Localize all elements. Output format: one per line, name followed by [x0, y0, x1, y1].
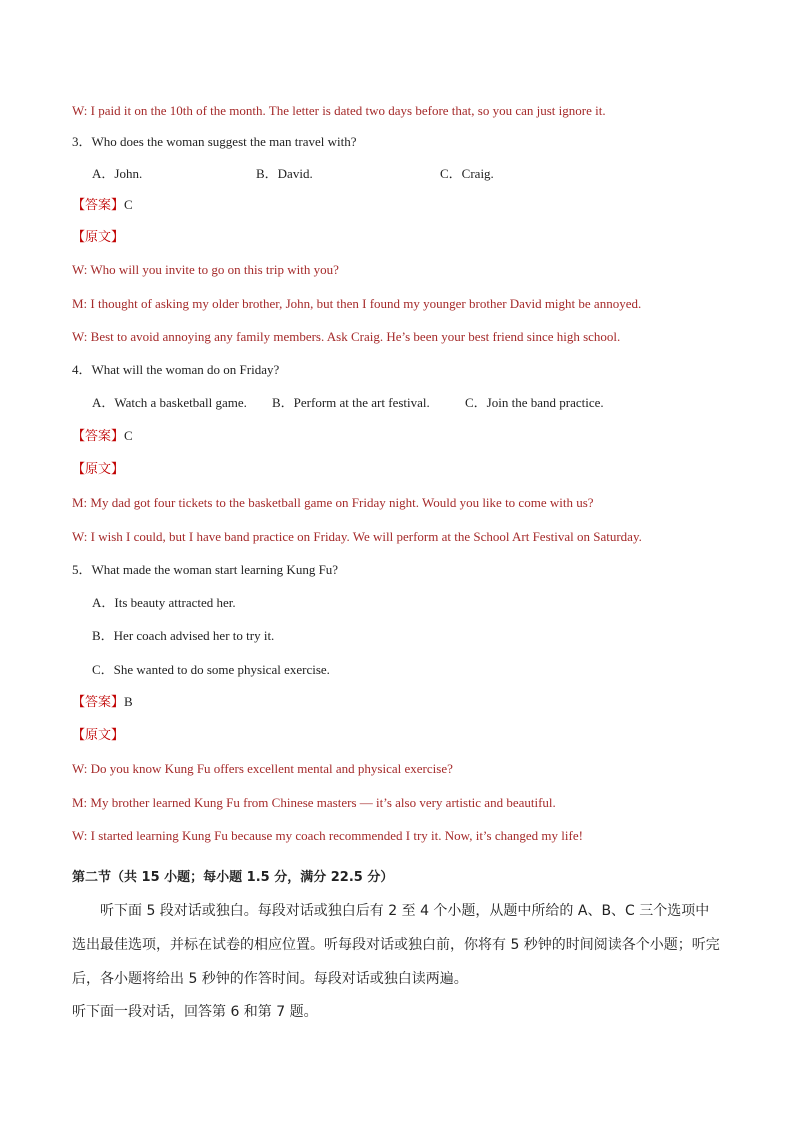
transcript-line: M: My dad got four tickets to the basketball game on Friday night. Would you like to come with us? [72, 495, 594, 510]
transcript-line: W: I paid it on the 10th of the month. The letter is dated two days before that, so you can just ignore it. [72, 103, 606, 118]
q5-option-a: A．Its beauty attracted her. [92, 595, 236, 610]
q4-option-b: B．Perform at the art festival. [272, 395, 430, 410]
transcript-line: W: I started learning Kung Fu because my coach recommended I try it. Now, it’s changed my life! [72, 828, 583, 843]
q5-answer: 【答案】B [72, 694, 133, 709]
transcript-line: W: Do you know Kung Fu offers excellent mental and physical exercise? [72, 761, 453, 776]
q3-answer: 【答案】C [72, 197, 133, 212]
q4-transcript-tag: 【原文】 [72, 461, 125, 476]
q3-option-a: A．John. [92, 166, 143, 181]
section-heading: 第二节（共 15 小题；每小题 1.5 分，满分 22.5 分） [72, 870, 394, 885]
section-instructions: 听下面 5 段对话或独白。每段对话或独白后有 2 至 4 个小题，从题中所给的 A、B、C 三个选项中选出最佳选项，并标在试卷的相应位置。听每段对话或独白前，你将有 5 秒钟的时间阅读各个小题；听完后，各小题将给出 5 秒钟的作答时间。每段对话或独白读两遍。 [72, 903, 720, 987]
question-3: 3．Who does the woman suggest the man travel with? [72, 134, 357, 149]
question-4: 4．What will the woman do on Friday? [72, 362, 280, 377]
q4-option-c: C．Join the band practice. [465, 395, 604, 410]
q4-answer: 【答案】C [72, 428, 133, 443]
q3-option-b: B．David. [256, 166, 313, 181]
q4-option-a: A．Watch a basketball game. [92, 395, 247, 410]
transcript-line: M: My brother learned Kung Fu from Chinese masters — it’s also very artistic and beautiful. [72, 795, 556, 810]
q5-option-c: C．She wanted to do some physical exercise. [92, 662, 330, 677]
transcript-line: W: I wish I could, but I have band practice on Friday. We will perform at the School Art Festival on Saturday. [72, 529, 642, 544]
question-5: 5．What made the woman start learning Kung Fu? [72, 562, 339, 577]
next-dialogue-prompt: 听下面一段对话，回答第 6 和第 7 题。 [72, 1004, 318, 1020]
q3-option-c: C．Craig. [440, 166, 494, 181]
transcript-line: M: I thought of asking my older brother, John, but then I found my younger brother David might be annoyed. [72, 296, 642, 311]
transcript-line: W: Best to avoid annoying any family members. Ask Craig. He’s been your best friend since high school. [72, 329, 621, 344]
transcript-line: W: Who will you invite to go on this trip with you? [72, 262, 339, 277]
q5-transcript-tag: 【原文】 [72, 727, 125, 742]
q3-transcript-tag: 【原文】 [72, 229, 125, 244]
q5-option-b: B．Her coach advised her to try it. [92, 628, 275, 643]
